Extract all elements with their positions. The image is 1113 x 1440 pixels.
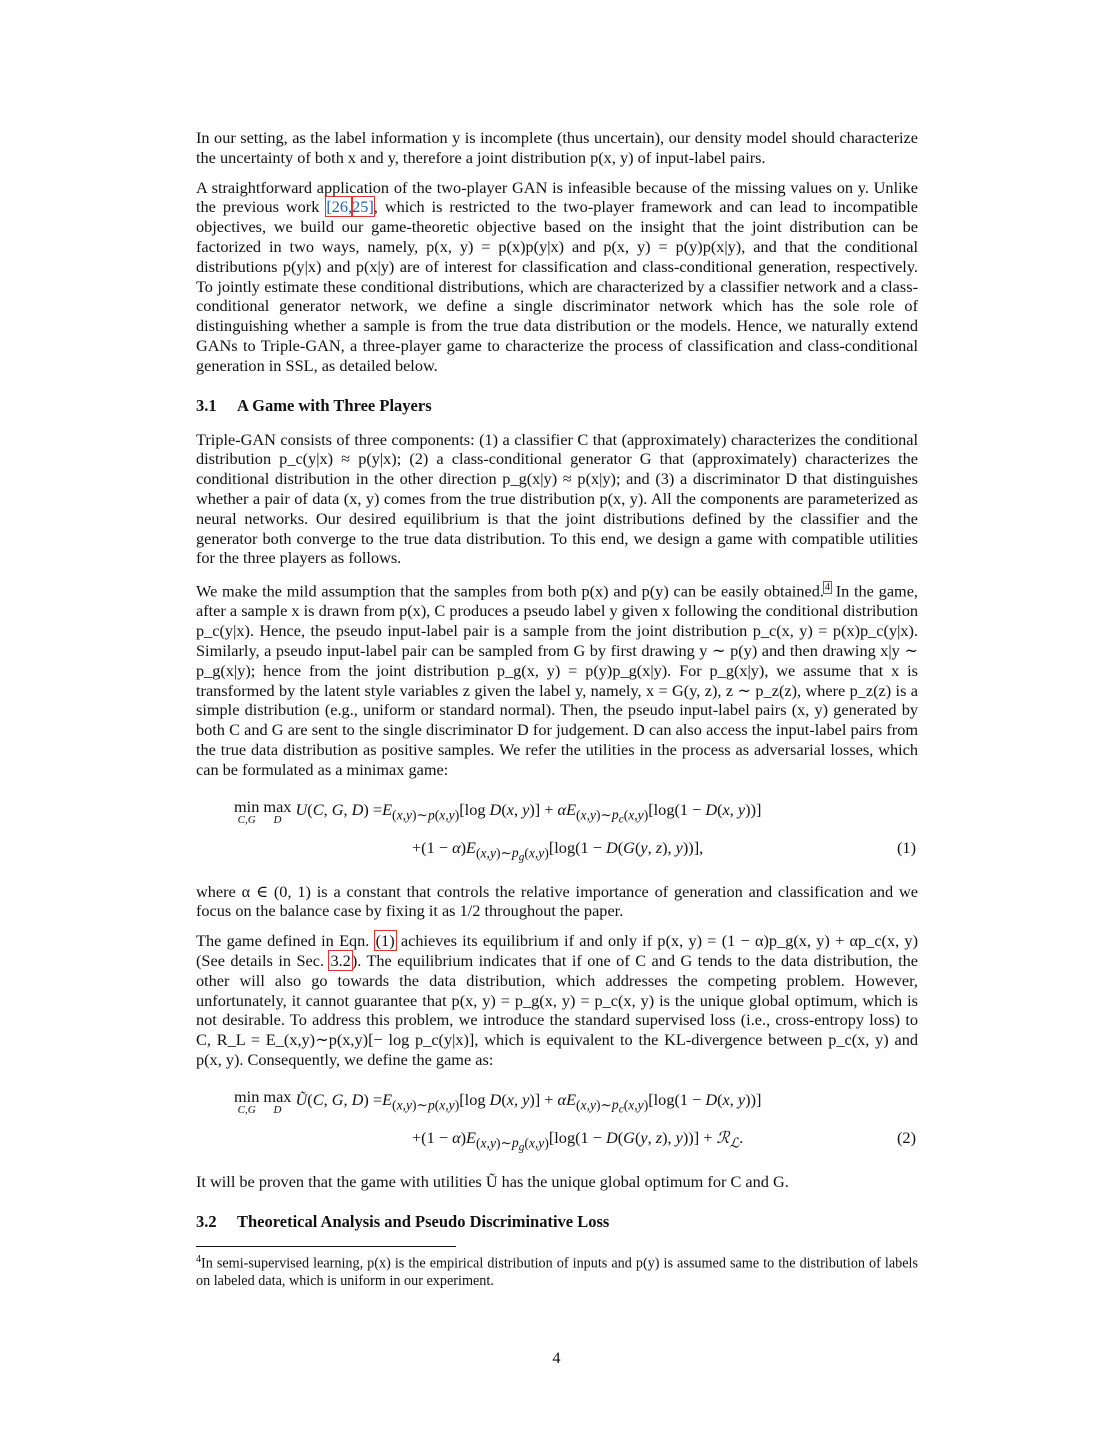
- equation-2-number: (2): [897, 1127, 916, 1147]
- paragraph-1: In our setting, as the label information y is incomplete (thus uncertain), our density model should characterize the uncertainty of both x and y, therefore a joint distribution p(x, y) of input-label pairs.: [196, 128, 918, 167]
- paragraph-4-text-b: In the game, after a sample x is drawn from p(x), C produces a pseudo label y given x following the conditional distribution p_c(y|x). Hence, the pseudo input-label pair is a sample from the joint distribution p_c(x, y) = p(x)p_c(y|x). Similarly, a pseudo input-label pair can be sampled from G by first drawing y ∼ p(y) and then drawing x|y ∼ p_g(x|y); hence from the joint distribution p_g(x, y) = p(y)p_g(x|y). For p_g(x|y), we assume that x is transformed by the latent style variables z given the label y, namely, x = G(y, z), z ∼ p_z(z), where p_z(z) is a simple distribution (e.g., uniform or standard normal). Then, the pseudo input-label pairs (x, y) generated by both C and G are sent to the single discriminator D for judgement. D can also access the input-label pairs from the true data distribution as positive samples. We refer the utilities in the process as adversarial losses, which can be formulated as a minimax game:: [196, 581, 919, 779]
- paragraph-5: where α ∈ (0, 1) is a constant that controls the relative importance of generation and classification and we focus on the balance case by fixing it as 1/2 throughout the paper.: [196, 881, 918, 921]
- paragraph-4-text-a: We make the mild assumption that the samples from both p(x) and p(y) can be easily obtained.: [196, 581, 824, 601]
- paragraph-7: It will be proven that the game with utilities Ũ has the unique global optimum for C and G.: [196, 1171, 789, 1191]
- page-body: [196, 128, 918, 1290]
- equation-1-line-1: min C,G max D U(C, G, $D) =E_{(x,y)\sim p(x,y)}[\log$ D(x, $y)] + \alpha E_{(x,y)\sim p_c(x,y)}[\log(1 - D(x$, y))]: [234, 796, 762, 826]
- equation-2-line-2: $+(1 - \alpha)E_{(x,y)\sim p_g(x,y)}[\log(1 - D(G(y$, z), y))] + ℛ$_ℒ$.: [412, 1127, 744, 1154]
- section-3-2-heading: [196, 1212, 918, 1232]
- equation-2-line-1: min C,G max D Ũ(C, G, $D) =E_{(x,y)\sim p(x,y)}[\log$ D(x, $y)] + \alpha E_{(x,y)\sim p_c(x,y)}[\log(1 - D(x$, y))]: [234, 1086, 762, 1116]
- equation-1: [196, 794, 918, 872]
- footnote-divider: [196, 1246, 456, 1247]
- section-3-2-title: Theoretical Analysis and Pseudo Discriminative Loss: [237, 1211, 610, 1231]
- section-3-1-number: 3.1: [196, 395, 217, 415]
- paragraph-3: Triple-GAN consists of three components: (1) a classifier C that (approximately) characterizes the conditional distribution p_c(y|x) ≈ p(y|x); (2) a class-conditional generator G that (approximately) characterizes the conditional distribution in the other direction p_g(x|y) ≈ p(x|y); and (3) a discriminator D that distinguishes whether a pair of data (x, y) comes from the true distribution p(x, y). All the components are parameterized as neural networks. Our desired equilibrium is that the joint distributions defined by the classifier and the generator both converge to the true data distribution. To this end, we design a game with compatible utilities for the three players as follows.: [196, 429, 918, 568]
- footnote-4-link[interactable]: 4: [824, 582, 830, 594]
- citation-25[interactable]: 25]: [352, 197, 374, 217]
- footnote-4-mark: 4: [196, 1253, 201, 1265]
- paragraph-2-text-a: A straightforward application of the two-player GAN is infeasible because of the missing values on y. Unlike the previous work: [196, 177, 918, 217]
- footnote-4-text: In semi-supervised learning, p(x) is the empirical distribution of inputs and p(y) is assumed same to the distribution of labels on labeled data, which is uniform in our experiment.: [196, 1255, 918, 1290]
- section-3-1-heading: [196, 396, 918, 416]
- paragraph-6-text-b: achieves its equilibrium if and only if p(x, y) = (1 − α)p_g(x, y) + αp_c(x, y) (See details in Sec.: [196, 931, 918, 970]
- paragraph-6-text-c: ). The equilibrium indicates that if one of C and G tends to the data distribution, the other will also go towards the data distribution, which addresses the competing problem. However, unfortunately, it cannot guarantee that p(x, y) = p_g(x, y) = p_c(x, y) is the unique global optimum, which is not desirable. To address this problem, we introduce the standard supervised loss (i.e., cross-entropy loss) to C, R_L = E_(x,y)∼p(x,y)[− log p_c(y|x)], which is equivalent to the KL-divergence between p_c(x, y) and p(x, y). Consequently, we define the game as:: [196, 950, 918, 1069]
- equation-1-reference[interactable]: (1): [375, 931, 395, 951]
- section-3-1-title: A Game with Three Players: [237, 395, 432, 415]
- equation-1-line-2: $+(1 - \alpha)E_{(x,y)\sim p_g(x,y)}[\log(1 - D(G(y$, z), y))],: [412, 837, 704, 864]
- paragraph-6-text-a: The game defined in Eqn.: [196, 931, 375, 951]
- section-3-2-number: 3.2: [196, 1211, 217, 1231]
- paragraph-2-text-b: , which is restricted to the two-player framework and can lead to incompatible objectives, we build our game-theoretic objective based on the insight that the joint distribution can be factorized in two ways, namely, p(x, y) = p(x)p(y|x) and p(x, y) = p(y)p(x|y), and that the conditional distributions p(y|x) and p(x|y) are of interest for classification and class-conditional generation, respectively. To jointly estimate these conditional distributions, which are characterized by a classifier network and a class-conditional generator network, we define a single discriminator network which has the sole role of distinguishing whether a sample is from the true data distribution or the models. Hence, we naturally extend GANs to Triple-GAN, a three-player game to characterize the process of classification and class-conditional generation in SSL, as detailed below.: [196, 197, 918, 375]
- equation-1-number: (1): [897, 837, 916, 857]
- paragraph-6: [196, 931, 918, 1070]
- equation-2: [196, 1084, 918, 1162]
- citation-26[interactable]: [26,: [326, 197, 353, 217]
- paragraph-4: [196, 578, 918, 779]
- footnote-4: [196, 1251, 918, 1291]
- section-3-2-reference[interactable]: 3.2: [330, 950, 351, 970]
- page-number: 4: [552, 1348, 561, 1367]
- paragraph-2: [196, 178, 918, 376]
